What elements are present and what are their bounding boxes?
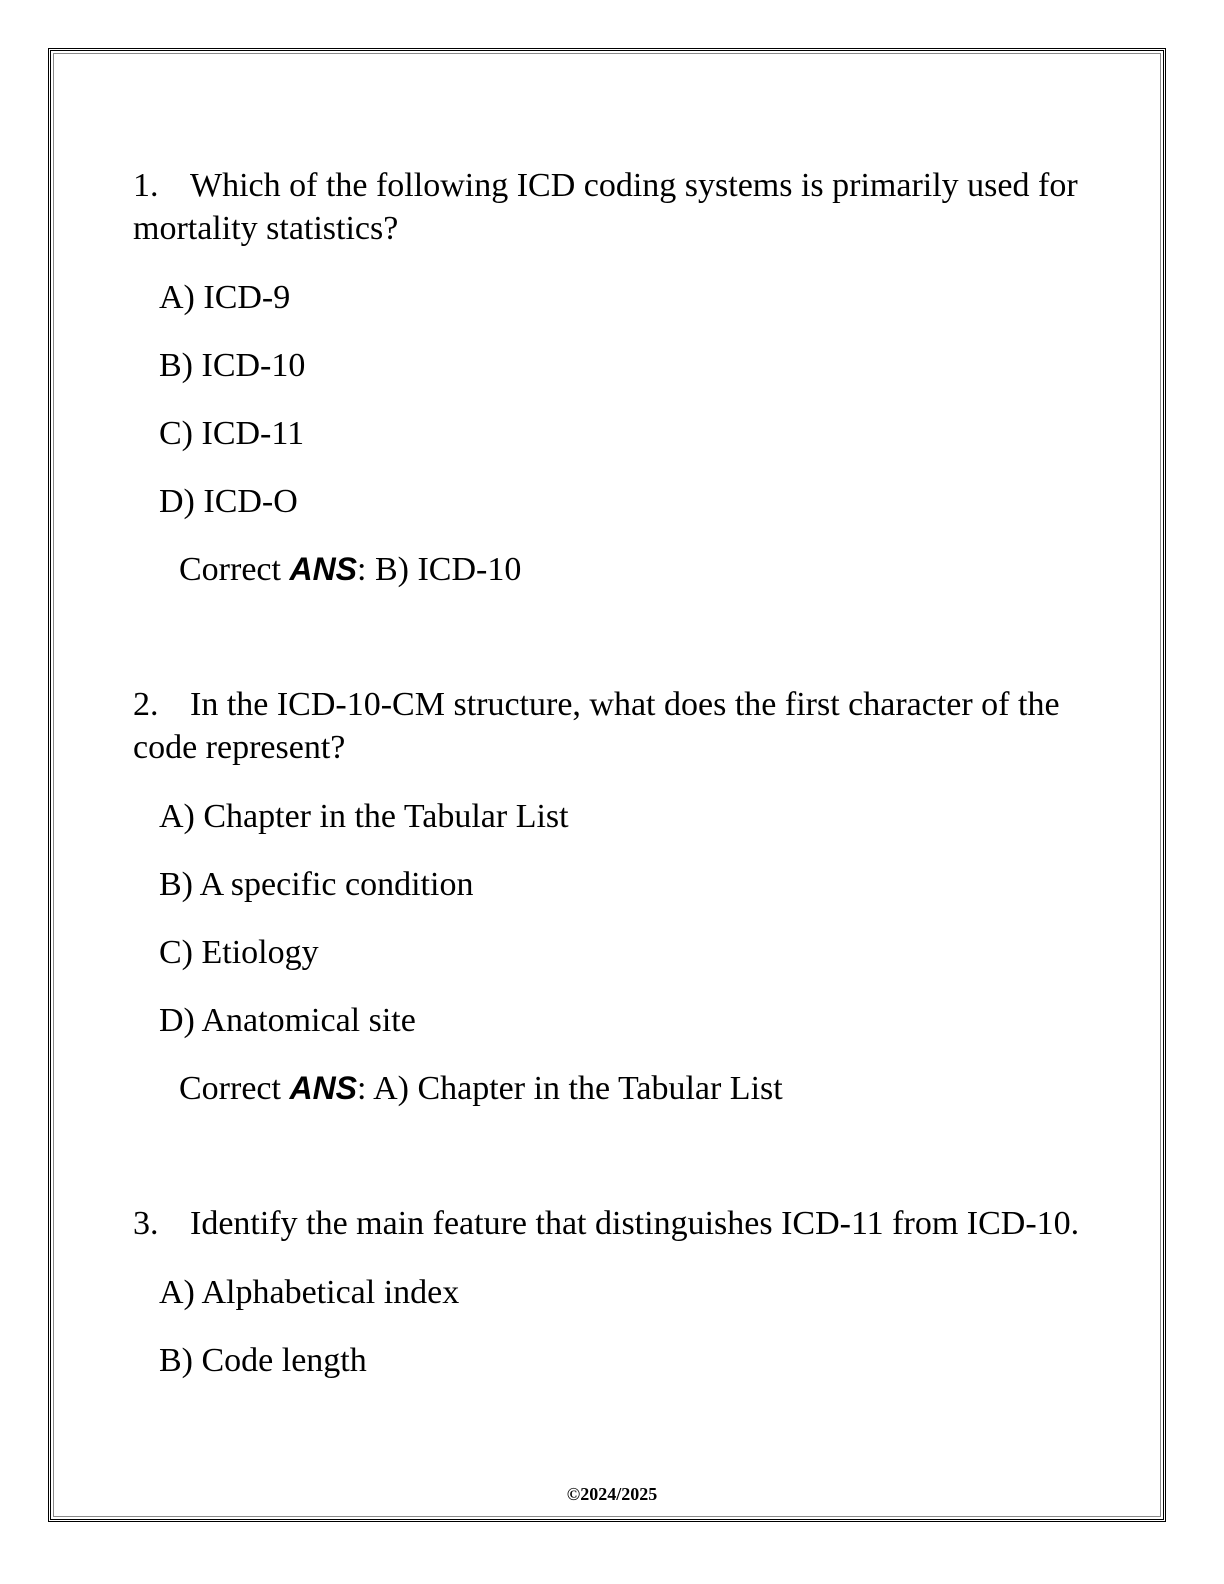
- question-text: [133, 164, 1093, 250]
- answer-value: : A) Chapter in the Tabular List: [357, 1070, 783, 1107]
- question-text: [133, 1202, 1093, 1245]
- question-number: 1.: [133, 167, 159, 204]
- option-b: B) ICD-10: [159, 347, 306, 384]
- answer-value: : B) ICD-10: [357, 551, 522, 588]
- copyright-footer: ©2024/2025: [566, 1484, 658, 1504]
- question-prompt: Identify the main feature that distinguishes ICD-11 from ICD-10.: [190, 1205, 1080, 1242]
- correct-answer: [133, 548, 1093, 591]
- option-d: D) Anatomical site: [159, 1002, 416, 1039]
- answer-label: ANS: [289, 551, 358, 587]
- option-c: C) ICD-11: [159, 415, 305, 452]
- option-d: D) ICD-O: [159, 483, 298, 520]
- question-3: [133, 1202, 1093, 1382]
- option-a: A) Chapter in the Tabular List: [159, 798, 569, 835]
- question-list: [133, 164, 1093, 1382]
- option-a: A) ICD-9: [159, 279, 291, 316]
- option-b: B) A specific condition: [159, 866, 474, 903]
- correct-answer: [133, 1067, 1093, 1110]
- question-prompt: Which of the following ICD coding systems is primarily used for mortality statistics?: [133, 167, 1078, 247]
- answer-label: ANS: [289, 1070, 358, 1106]
- option-a: A) Alphabetical index: [159, 1274, 460, 1311]
- question-prompt: In the ICD-10-CM structure, what does the first character of the code represent?: [133, 686, 1060, 766]
- option-c: C) Etiology: [159, 934, 319, 971]
- question-text: [133, 683, 1093, 769]
- question-number: 3.: [133, 1205, 159, 1242]
- answer-prefix: Correct: [179, 551, 281, 588]
- question-2: [133, 683, 1093, 1110]
- answer-prefix: Correct: [179, 1070, 281, 1107]
- option-b: B) Code length: [159, 1342, 367, 1379]
- question-1: [133, 164, 1093, 591]
- question-number: 2.: [133, 686, 159, 723]
